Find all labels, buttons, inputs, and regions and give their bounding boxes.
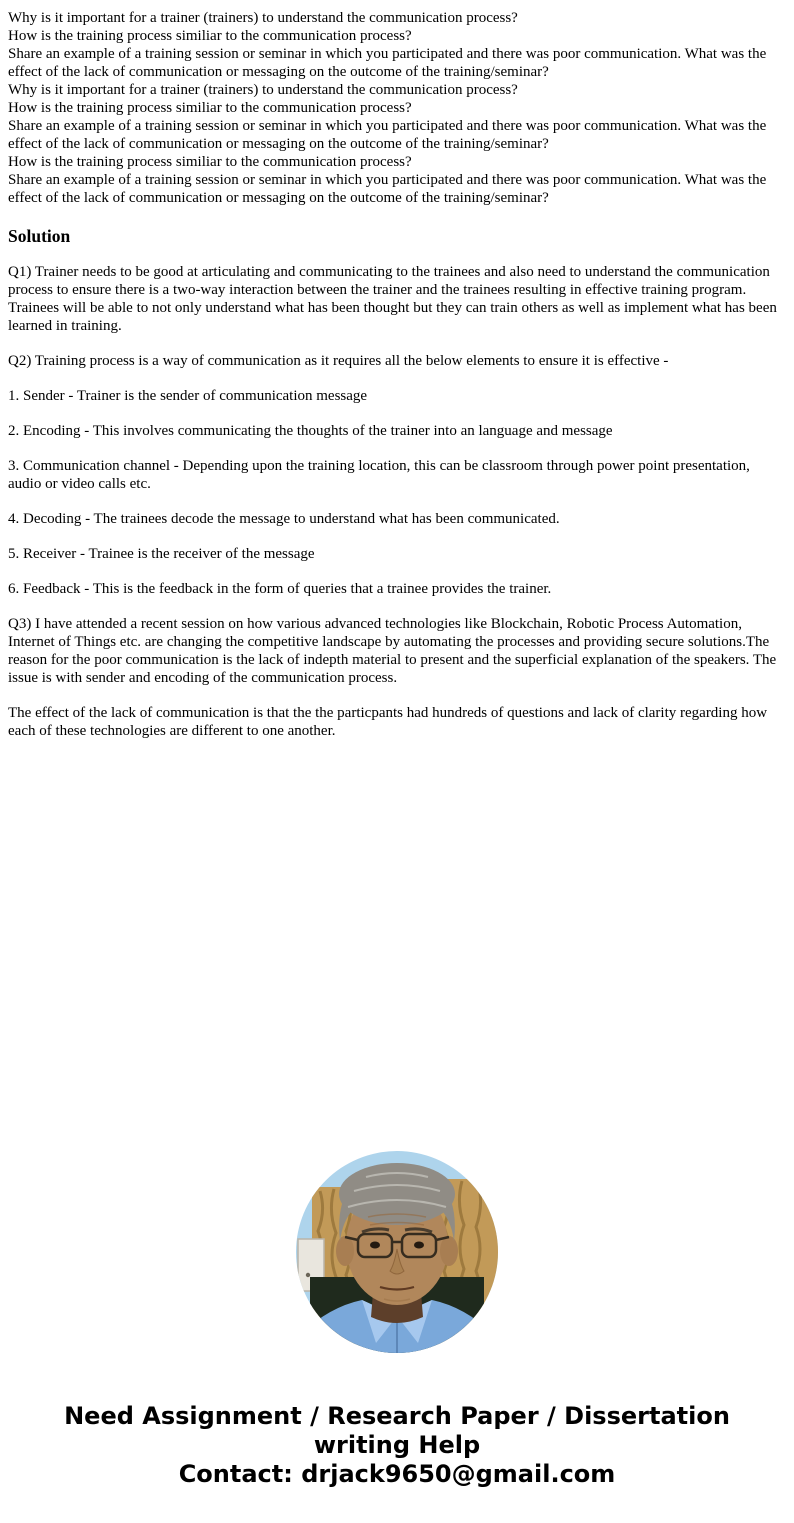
photo-ear-left (336, 1236, 354, 1266)
solution-list-item-encoding: 2. Encoding - This involves communicating the thoughts of the trainer into an language and message (8, 423, 613, 439)
solution-paragraph-q1: Q1) Trainer needs to be good at articulating and communicating to the trainees and also need to understand the communication process to ensure there is a two-way interaction between the trainer and the trainees resulting in effective training program. Trainees will be able to not only understand what has been thought but they can train others as well as implement what has been learned in training. (8, 264, 777, 334)
solution-paragraph-q2: Q2) Training process is a way of communication as it requires all the below elements to ensure it is effective - (8, 353, 669, 369)
footer-ad (0, 1402, 794, 1489)
solution-list-item-channel: 3. Communication channel - Depending upon the training location, this can be classroom through power point presentation, audio or video calls etc. (8, 458, 750, 492)
question-line: How is the training process similiar to the communication process? (8, 154, 412, 170)
tutor-photo (296, 1151, 498, 1353)
photo-eye-right (414, 1242, 424, 1249)
question-line: Why is it important for a trainer (trainers) to understand the communication process? (8, 10, 518, 26)
footer-contact-email: Contact: drjack9650@gmail.com (178, 1460, 616, 1488)
question-line: Why is it important for a trainer (trainers) to understand the communication process? (8, 82, 518, 98)
solution-list-item-feedback: 6. Feedback - This is the feedback in the form of queries that a trainee provides the trainer. (8, 581, 552, 597)
question-line: Share an example of a training session or seminar in which you participated and there was poor communication. What was the effect of the lack of communication or messaging on the outcome of the training/seminar? (8, 172, 767, 206)
solution-list-item-sender: 1. Sender - Trainer is the sender of communication message (8, 388, 368, 404)
photo-eye-left (370, 1242, 380, 1249)
questions-block (0, 0, 786, 207)
photo-ear-right (440, 1236, 458, 1266)
question-line: How is the training process similiar to the communication process? (8, 100, 412, 116)
solution-paragraph-q3: Q3) I have attended a recent session on how various advanced technologies like Blockchain, Robotic Process Automation, Internet of Things etc. are changing the competitive landscape by automating the processes and providing secure solutions.The reason for the poor communication is the lack of indepth material to present and the superficial explanation of the speakers. The issue is with sender and encoding of the communication process. (8, 616, 777, 686)
question-line: Share an example of a training session or seminar in which you participated and there was poor communication. What was the effect of the lack of communication or messaging on the outcome of the training/seminar? (8, 46, 767, 80)
photo-wall-plate-dot (306, 1273, 310, 1277)
tutor-photo-illustration (296, 1151, 498, 1353)
solution-paragraph-effect: The effect of the lack of communication is that the the particpants had hundreds of questions and lack of clarity regarding how each of these technologies are different to one another. (8, 705, 768, 739)
footer-line-1: Need Assignment / Research Paper / Dissertation (64, 1402, 730, 1430)
solution-list-item-receiver: 5. Receiver - Trainee is the receiver of the message (8, 546, 315, 562)
question-line: How is the training process similiar to the communication process? (8, 28, 412, 44)
solution-body (0, 263, 794, 740)
solution-list-item-decoding: 4. Decoding - The trainees decode the message to understand what has been communicated. (8, 511, 560, 527)
footer-line-2: writing Help (313, 1431, 481, 1459)
solution-heading: Solution (8, 226, 71, 246)
question-line: Share an example of a training session or seminar in which you participated and there was poor communication. What was the effect of the lack of communication or messaging on the outcome of the training/seminar? (8, 118, 767, 152)
